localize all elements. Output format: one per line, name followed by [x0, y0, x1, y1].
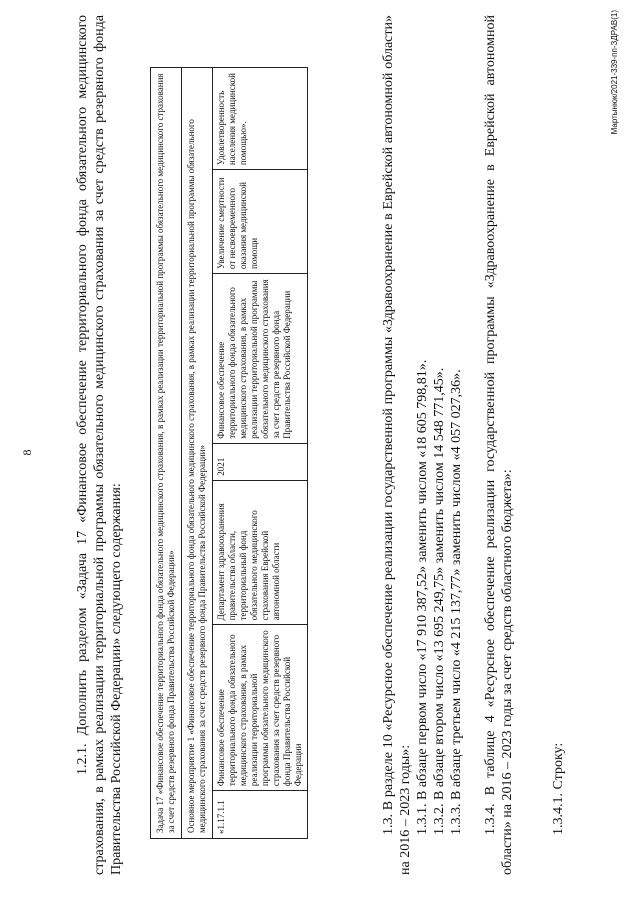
measure-row-cell: Основное мероприятие 1 «Финансовое обеспечение территориального фонда обязательного медицинского страхования, в рамках реализации территориальной программы обязательного медицинского страхования за счет средств резервного фонда Правительства Российской Федерации»	[182, 68, 213, 839]
row-number: «1.17.1.1	[213, 791, 308, 839]
program-table	[150, 67, 308, 839]
list-item: 1.3.1. В абзаце первом число «17 910 387,52» заменить числом «18 605 798,81».	[415, 359, 430, 835]
measure-row	[182, 68, 213, 839]
list-item: 1.3.3. В абзаце третьем число «4 215 137,77» заменить числом «4 057 027,36».	[449, 369, 464, 835]
task-row-cell: Задача 17 «Финансовое обеспечение территориального фонда обязательного медицинского страхования, в рамках реализации территориальной программы обязательного медицинского страхования за счет средств резервного фонда Правительства Российской Федерации»	[151, 68, 182, 839]
table-row	[213, 68, 308, 839]
row-name: Финансовое обеспечение территориального фонда обязательного медицинского страхования, в рамках реализации территориальной программы обязательного медицинского страхования за счет средств резервного фонда Правительства Российской Федерации	[213, 625, 308, 791]
amendment-list	[414, 25, 465, 835]
row-effect: Увеличение смертности от несвоевременного оказания медицинской помощи	[213, 170, 308, 274]
row-result: Финансовое обеспечение территориального фонда обязательного медицинского страхования, в рамках реализации территориальной программы обязательного медицинского страхования за счет средств резервного фонда Правительства Российской Федерации	[213, 273, 308, 443]
paragraph-1-3-4-1: 1.3.4.1. Строку:	[551, 742, 566, 835]
document-stamp: Мартынюк/2021-339-пп-ЗДРАВ(1)	[610, 10, 619, 135]
row-year: 2021	[213, 443, 308, 480]
paragraph-1-3: 1.3. В разделе 10 «Ресурсное обеспечение реализации государственной программы «Здравоохранение в Еврейской автономной области» на 2016 – 2023 годы»:	[381, 15, 413, 875]
row-indicator: Удовлетворенность населения медицинской помощью».	[213, 68, 308, 170]
page-number: 8	[20, 449, 34, 456]
row-executor: Департамент здравоохранения правительства области, территориальный фонд обязательного медицинского страхования Еврейской автономной области	[213, 480, 308, 625]
paragraph-1-2-1: 1.2.1. Дополнить разделом «Задача 17 «Финансовое обеспечение территориального фонда обязательного медицинского страхования, в рамках реализации территориальной программы обязательного медицинского страхования за счет средств резервного фонда Правительства Российской Федерации» следующего содержания:	[75, 15, 124, 875]
paragraph-1-3-4: 1.3.4. В таблице 4 «Ресурсное обеспечение реализации государственной программы «Здравоохранение в Еврейской автономной области» на 2016 – 2023 годы за счет средств областного бюджета»:	[483, 15, 515, 875]
list-item: 1.3.2. В абзаце втором число «13 695 249,75» заменить числом 14 548 771,45».	[432, 367, 447, 835]
task-row	[151, 68, 182, 839]
